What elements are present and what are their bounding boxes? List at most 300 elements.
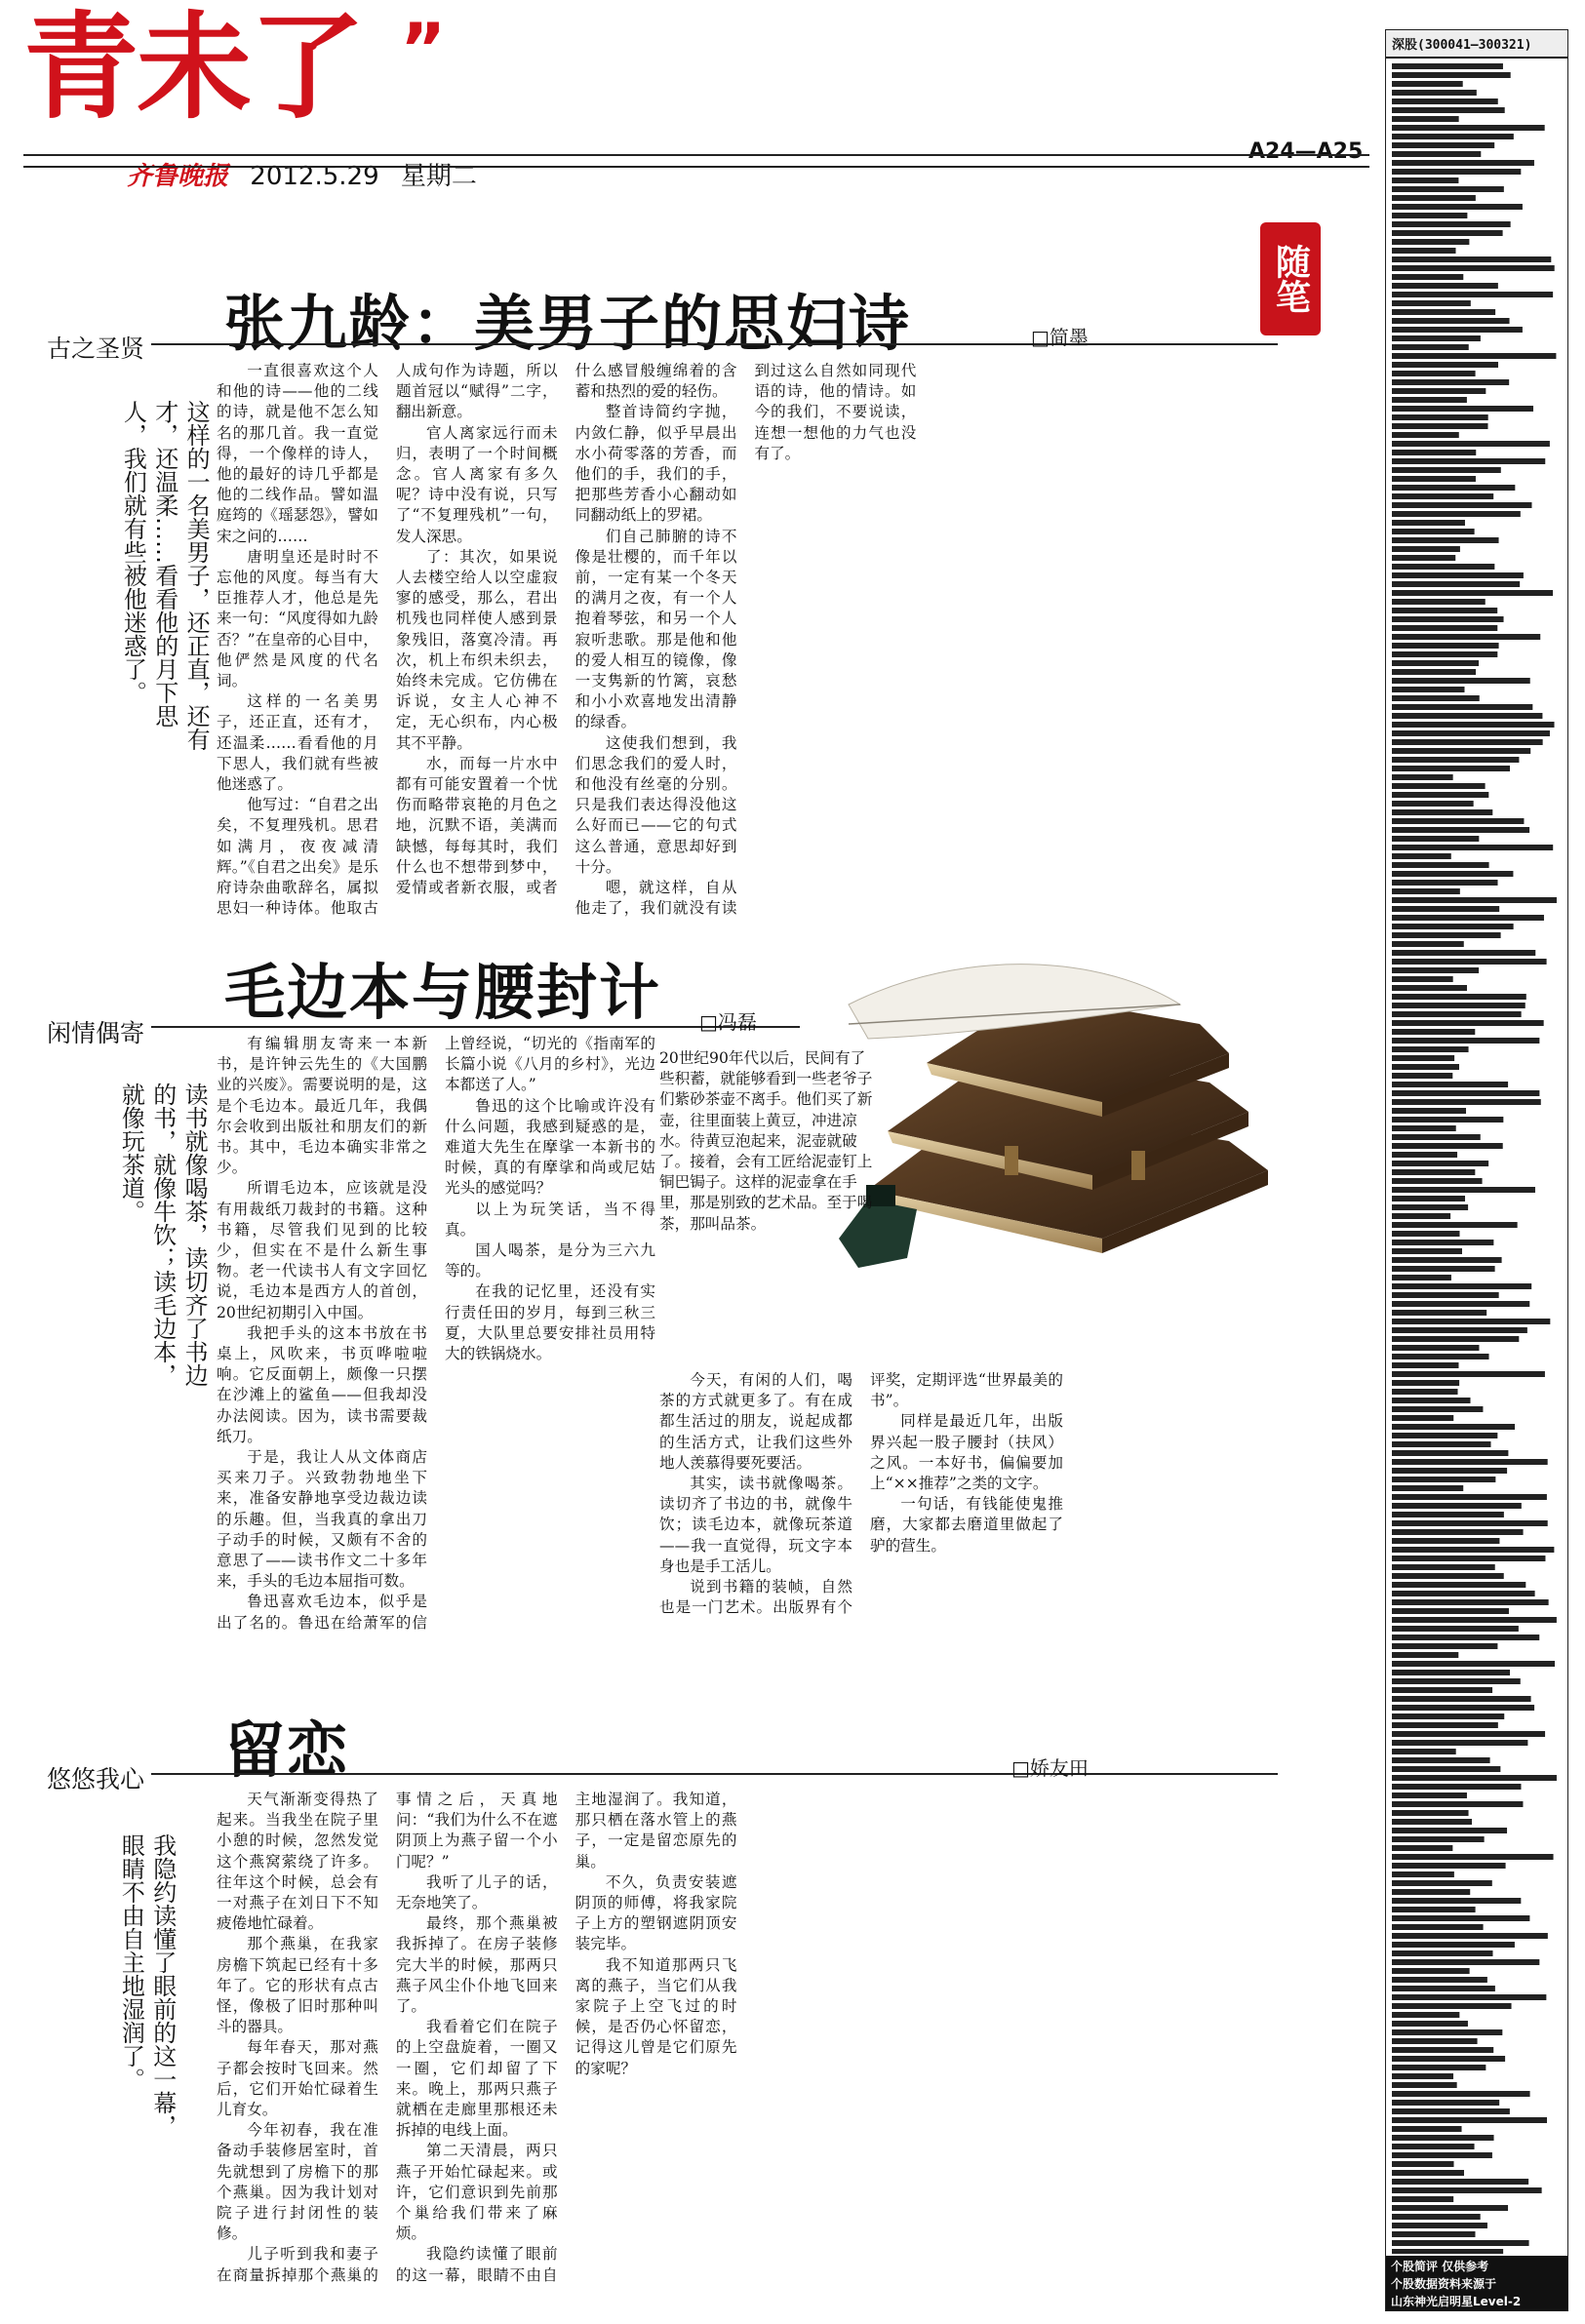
listing-line xyxy=(1392,1678,1521,1684)
listing-line xyxy=(1392,748,1530,754)
listing-line xyxy=(1392,1117,1503,1123)
paragraph: 唐明皇还是时时不忘他的风度。每当有大臣推荐人才，他总是先来一句：“风度得如九龄否？”在皇帝的心目中，他俨然是风度的代名词。 xyxy=(217,547,378,690)
paragraph: 鲁迅的这个比喻或许没有什么问题，我感到疑惑的是，难道大先生在摩挲一本新书的时候，真的有摩挲和尚或尼姑光头的感觉吗？ xyxy=(445,1096,655,1198)
listing-line xyxy=(1392,792,1488,798)
listing-line xyxy=(1392,845,1553,850)
paragraph: 一句话，有钱能使鬼推磨，大家都去磨道里做起了驴的营生。 xyxy=(870,1495,1063,1555)
listing-line xyxy=(1392,300,1471,306)
listing-line xyxy=(1392,1819,1472,1825)
listing-line xyxy=(1392,669,1476,675)
listing-line xyxy=(1392,1757,1490,1763)
listing-line xyxy=(1392,2091,1530,2097)
paragraph: 同样是最近几年，出版界兴起一股子腰封（扶风）之风。一本好书，偏偏要加上“××推荐”之类的文字。 xyxy=(870,1412,1063,1493)
listing-line xyxy=(1392,204,1523,210)
article-3-title: 留恋 xyxy=(224,1714,350,1786)
listing-line xyxy=(1392,169,1521,175)
listing-line xyxy=(1392,1687,1492,1693)
listing-line xyxy=(1392,1398,1470,1403)
paragraph: 整首诗简约字抛，内敛仁静，似乎早晨出水小荷零落的芳香，而他们的手，我们的手，把那些芳香小心翻动如同翻动纸上的罗裙。 xyxy=(575,403,737,525)
article-3-pull-quote: 我隐约读懂了眼前的这一幕，眼睛不由自主地湿润了。 xyxy=(117,1833,177,2138)
article-2-title: 毛边本与腰封计 xyxy=(224,957,662,1028)
listing-line xyxy=(1392,1064,1459,1070)
paragraph: 以上为玩笑话，当不得真。 xyxy=(445,1200,655,1239)
listing-line xyxy=(1392,283,1498,289)
listing-line xyxy=(1392,590,1553,596)
listing-line xyxy=(1392,1994,1546,2000)
listing-line xyxy=(1392,2196,1453,2202)
footer-line: 个股简评 仅供参考 xyxy=(1391,2260,1489,2273)
paragraph: 儿子听到我和妻子在商量拆掉那个燕巢的事情之后，天真地问：“我们为什么不在遮阴顶上为燕子留一个小门呢？” xyxy=(217,1791,558,2284)
listing-line xyxy=(1392,1485,1463,1491)
listing-line xyxy=(1392,1073,1452,1079)
listing-line xyxy=(1392,379,1509,385)
listing-line xyxy=(1392,1977,1487,1983)
listing-line xyxy=(1392,1933,1548,1939)
article-1-rule xyxy=(151,343,1278,345)
listing-line xyxy=(1392,897,1557,903)
listing-line xyxy=(1392,1389,1458,1395)
listing-line xyxy=(1392,1740,1527,1746)
listing-line xyxy=(1392,1362,1458,1368)
listing-line xyxy=(1392,1915,1529,1921)
listing-line xyxy=(1392,90,1477,96)
listing-line xyxy=(1392,1301,1529,1307)
listing-line xyxy=(1392,397,1467,403)
listing-line xyxy=(1392,1380,1459,1386)
listing-line xyxy=(1392,1275,1451,1280)
listing-line xyxy=(1392,783,1486,789)
listing-line xyxy=(1392,537,1499,543)
listing-line xyxy=(1392,1898,1521,1904)
paragraph: 嗯，就这样，自从他走了，我们就没有读到过这么自然如同现代语的诗，他的情诗。如今的我们，不要说读，连想一想他的力气也没有了。 xyxy=(575,362,917,918)
listing-line xyxy=(1392,1591,1535,1596)
listing-line xyxy=(1392,1494,1547,1500)
article-1-column-label: 古之圣贤 xyxy=(47,335,145,363)
listing-line xyxy=(1392,98,1498,104)
listing-line xyxy=(1392,423,1488,429)
listing-line xyxy=(1392,1950,1492,1956)
listing-line xyxy=(1392,335,1481,341)
listing-line xyxy=(1392,432,1459,438)
listing-line xyxy=(1392,1626,1519,1632)
listing-line xyxy=(1392,941,1464,947)
paragraph: 说到书籍的装帧，自然也是一门艺术。出版界有个评奖，定期评选“世界最美的书”。 xyxy=(659,1371,1063,1617)
listing-line xyxy=(1392,818,1524,824)
listing-line xyxy=(1392,1187,1535,1193)
footer-line: 个股数据资料来源于 xyxy=(1391,2277,1497,2291)
listing-line xyxy=(1392,239,1469,245)
listing-line xyxy=(1392,81,1463,87)
listing-line xyxy=(1392,1986,1495,1991)
listing-line xyxy=(1392,1564,1495,1570)
listing-line xyxy=(1392,72,1511,78)
listing-line xyxy=(1392,546,1460,552)
listing-line xyxy=(1392,994,1526,1000)
listing-line xyxy=(1392,2021,1468,2027)
page-number: A24—A25 xyxy=(1248,139,1364,164)
listing-line xyxy=(1392,1003,1526,1008)
listing-line xyxy=(1392,1749,1456,1754)
listing-line xyxy=(1392,1178,1483,1184)
listing-line xyxy=(1392,1152,1457,1158)
listing-line xyxy=(1392,1836,1485,1842)
masthead-quote-mark: ” xyxy=(400,8,447,90)
listing-line xyxy=(1392,827,1529,833)
listing-line xyxy=(1392,1547,1554,1553)
listing-line xyxy=(1392,1441,1490,1447)
listing-line xyxy=(1392,362,1498,368)
listing-line xyxy=(1392,2073,1453,2079)
listing-line xyxy=(1392,1055,1454,1061)
listing-line xyxy=(1392,1810,1469,1816)
listing-line xyxy=(1392,2047,1493,2053)
listing-line xyxy=(1392,1731,1545,1737)
listing-line xyxy=(1392,1696,1531,1702)
listing-line xyxy=(1392,1029,1475,1035)
listing-line xyxy=(1392,1090,1539,1096)
listing-line xyxy=(1392,1573,1504,1579)
listing-line xyxy=(1392,1968,1470,1974)
paragraph: 在我的记忆里，还没有实行责任田的岁月，每到三秋三夏，大队里总要安排社员用特大的铁锅烧水。 xyxy=(445,1282,655,1363)
listing-line xyxy=(1392,1845,1452,1851)
listing-line xyxy=(1392,1310,1486,1316)
listing-line xyxy=(1392,1099,1541,1105)
listing-line xyxy=(1392,1038,1539,1044)
issue-weekday: 星期二 xyxy=(400,162,477,191)
listing-line xyxy=(1392,880,1498,886)
listing-line xyxy=(1392,1643,1497,1649)
listing-line xyxy=(1392,1169,1475,1175)
paragraph: 水，而每一片水中都有可能安置着一个忧伤而略带哀艳的月色之地，沉默不语，美满而缺憾，每每其时，我们什么也不想带到梦中，爱情或者新衣服，或者什么感冒般缠绵着的含蓄和热烈的爱的轻伤。 xyxy=(395,362,737,897)
listing-line xyxy=(1392,1959,1539,1965)
article-1-title: 张九龄：美男子的思妇诗 xyxy=(224,288,912,359)
listing-line xyxy=(1392,564,1494,570)
listing-line xyxy=(1392,318,1510,324)
listing-line xyxy=(1392,581,1520,587)
listing-line xyxy=(1392,142,1494,148)
listing-line xyxy=(1392,2135,1494,2141)
listing-line xyxy=(1392,888,1460,894)
listing-line xyxy=(1392,414,1488,420)
listing-line xyxy=(1392,274,1463,280)
listing-line xyxy=(1392,2056,1505,2062)
listing-line xyxy=(1392,388,1486,394)
article-2-pull-quote: 读书就像喝茶，读切齐了书边的书，就像牛饮；读毛边本，就像玩茶道。 xyxy=(117,1083,209,1387)
listing-line xyxy=(1392,230,1503,236)
listing-line xyxy=(1392,1108,1466,1114)
listing-line xyxy=(1392,2038,1478,2044)
listing-line xyxy=(1392,1871,1454,1877)
paragraph: 我听了儿子的话，无奈地笑了。 xyxy=(395,1872,558,1912)
listing-line xyxy=(1392,985,1467,991)
listing-line xyxy=(1392,309,1495,315)
listing-line xyxy=(1392,1204,1468,1210)
paragraph: 官人离家远行而未归，表明了一个时间概念。官人离家有多久呢？诗中没有说，只写了“不复理残机”一句，发人深思。 xyxy=(395,423,558,545)
paragraph: 天气渐渐变得热了起来。当我坐在院子里小憩的时候，忽然发觉这个燕窝萦绕了许多。往年这个时候，总会有一对燕子在刘日下不知疲倦地忙碌着。 xyxy=(217,1791,378,1933)
listing-line xyxy=(1392,608,1497,613)
listing-line xyxy=(1392,116,1459,122)
stock-index-footer xyxy=(1386,2256,1567,2310)
listing-line xyxy=(1392,871,1513,877)
listing-line xyxy=(1392,1450,1508,1456)
listing-line xyxy=(1392,344,1469,350)
paragraph: 第二天清晨，两只燕子开始忙碌起来。或许，它们意识到先前那个巢给我们带来了麻烦。 xyxy=(395,2142,558,2243)
listing-line xyxy=(1392,2144,1475,2149)
paragraph: 一直很喜欢这个人和他的诗——他的二线的诗，就是他不怎么知名的那几首。我一直觉得，一个像样的诗人，他的最好的诗几乎都是他的二线作品。譬如温庭筠的《瑶瑟怨》，譬如宋之问的…… xyxy=(217,362,378,545)
listing-line xyxy=(1392,1608,1509,1614)
listing-line xyxy=(1392,107,1505,113)
listing-line xyxy=(1392,959,1547,965)
listing-line xyxy=(1392,1415,1453,1421)
listing-line xyxy=(1392,1512,1504,1517)
seal-text: 随笔 xyxy=(1270,244,1312,314)
listing-line xyxy=(1392,836,1479,842)
listing-line xyxy=(1392,1345,1479,1351)
listing-line xyxy=(1392,2108,1510,2114)
listing-line xyxy=(1392,1371,1545,1377)
listing-line xyxy=(1392,2003,1512,2009)
article-1-author: □简墨 xyxy=(1031,326,1089,349)
listing-line xyxy=(1392,1231,1459,1237)
listing-line xyxy=(1392,1283,1531,1289)
listing-line xyxy=(1392,906,1499,912)
listing-line xyxy=(1392,1433,1497,1438)
listing-line xyxy=(1392,730,1550,736)
listing-line xyxy=(1392,2029,1502,2035)
listing-line xyxy=(1392,572,1524,578)
paragraph: 这样的一名美男子，还正直，还有才，还温柔……看看他的月下思人，我们就有些被他迷惑了。 xyxy=(217,692,378,794)
listing-line xyxy=(1392,1143,1503,1149)
listing-line xyxy=(1392,353,1556,359)
listing-line xyxy=(1392,1196,1465,1201)
listing-line xyxy=(1392,2187,1542,2193)
paragraph: 他写过：“自君之出矣，不复理残机。思君如满月，夜夜减清辉。”《自君之出矣》是乐府诗杂曲歌辞名，属拟思妇一种诗体。他取古人成句作为诗题，所以题首冠以“赋得”二字，翻出新意。 xyxy=(217,362,558,918)
listing-line xyxy=(1392,687,1465,692)
listing-line xyxy=(1392,1854,1554,1860)
paragraph: 我看着它们在院子的上空盘旋着，一圈又一圈，它们却留了下来。晚上，那两只燕子就栖在走廊里那根还未拆掉的电线上面。 xyxy=(395,2018,558,2140)
paragraph: 这使我们想到，我们思念我们的爱人时，和他没有丝毫的分别。只是我们表达得没他这么好而已——它的句式这么普通，意思却好到十分。 xyxy=(575,733,737,876)
listing-line xyxy=(1392,1713,1504,1719)
listing-line xyxy=(1392,853,1451,859)
listing-line xyxy=(1392,1907,1476,1912)
listing-line xyxy=(1392,1477,1495,1482)
listing-line xyxy=(1392,1766,1500,1772)
listing-line xyxy=(1392,651,1497,657)
article-2-body-right xyxy=(659,1370,1274,1638)
listing-line xyxy=(1392,520,1465,526)
stock-index-panel xyxy=(1385,29,1568,2311)
article-1-body xyxy=(217,361,1275,926)
listing-line xyxy=(1392,1705,1534,1711)
paragraph: 今年初春，我在准备动手装修居室时，首先就想到了房檐下的那个燕巢。因为我计划对院子进行封闭性的装修。 xyxy=(217,2121,378,2243)
listing-line xyxy=(1392,1652,1458,1658)
paragraph: 我不知道那两只飞离的燕子，当它们从我家院子上空飞过的时候，是否仍心怀留恋，记得这儿曾是它们原先的家呢？ xyxy=(575,1955,737,2077)
article-2-body-left xyxy=(217,1034,655,1638)
listing-line xyxy=(1392,1503,1522,1509)
listing-line xyxy=(1392,1635,1539,1640)
listing-line xyxy=(1392,1582,1526,1588)
old-books-illustration xyxy=(810,946,1273,1287)
paragraph: 那个燕巢，在我家房檐下筑起已经有十多年了。它的形状有点古怪，像极了旧时那种叫斗的器具。 xyxy=(217,1935,378,2036)
listing-line xyxy=(1392,1942,1515,1948)
listing-line xyxy=(1392,1213,1450,1219)
listing-line xyxy=(1392,1599,1549,1605)
article-2-author: □冯磊 xyxy=(699,1010,757,1034)
listing-line xyxy=(1392,125,1545,131)
article-2-column-label: 闲情偶寄 xyxy=(47,1019,145,1047)
paragraph: 国人喝茶，是分为三六九等的。 xyxy=(445,1241,655,1280)
footer-line: 山东神光启明星Level-2 xyxy=(1391,2295,1522,2308)
listing-line xyxy=(1392,2179,1528,2185)
listing-line xyxy=(1392,976,1453,982)
listing-line xyxy=(1392,555,1455,561)
listing-line xyxy=(1392,2117,1547,2123)
listing-line xyxy=(1392,1661,1555,1667)
listing-line xyxy=(1392,1538,1499,1544)
listing-line xyxy=(1392,2152,1492,2158)
listing-line xyxy=(1392,1424,1515,1430)
listing-line xyxy=(1392,1775,1557,1781)
listing-line xyxy=(1392,1248,1462,1254)
listing-line xyxy=(1392,634,1540,640)
paragraph: 我隐约读懂了眼前的这一幕，眼睛不由自主地湿润了。我知道，那只栖在落水管上的燕子，一定是留恋原先的巢。 xyxy=(395,1791,737,2284)
listing-line xyxy=(1392,2065,1486,2070)
listing-line xyxy=(1392,458,1545,464)
listing-line xyxy=(1392,1529,1524,1535)
listing-line xyxy=(1392,450,1476,455)
listing-line xyxy=(1392,932,1501,938)
listing-line xyxy=(1392,151,1481,157)
listing-line xyxy=(1392,1784,1521,1790)
listing-line xyxy=(1392,502,1531,508)
listing-line xyxy=(1392,1406,1483,1412)
listing-line xyxy=(1392,1257,1502,1263)
listing-line xyxy=(1392,1828,1507,1833)
listing-line xyxy=(1392,678,1530,684)
listing-line xyxy=(1392,467,1501,473)
stock-listing-texture xyxy=(1392,59,1562,2254)
listing-line xyxy=(1392,1459,1548,1465)
section-masthead-title: 青未了 xyxy=(23,0,364,135)
listing-line xyxy=(1392,371,1476,376)
listing-line xyxy=(1392,1161,1488,1166)
paragraph: 了：其次，如果说人去楼空给人以空虚寂寥的感受，那么，君出机残也同样使人感到景象残旧，落寞冷清。再次，机上布织未织去，始终未完成。它仿佛在诉说，女主人心神不定，无心织布，内心极其不平静。 xyxy=(395,547,558,752)
listing-line xyxy=(1392,616,1504,622)
listing-line xyxy=(1392,63,1503,69)
article-3-column-label: 悠悠我心 xyxy=(47,1765,145,1793)
listing-line xyxy=(1392,248,1456,254)
listing-line xyxy=(1392,1125,1456,1131)
listing-line xyxy=(1392,1556,1545,1561)
listing-line xyxy=(1392,1327,1527,1333)
listing-line xyxy=(1392,915,1544,921)
listing-line xyxy=(1392,1801,1523,1807)
listing-line xyxy=(1392,292,1553,297)
listing-line xyxy=(1392,801,1474,807)
listing-line xyxy=(1392,134,1514,139)
listing-line xyxy=(1392,1520,1548,1526)
listing-line xyxy=(1392,2231,1475,2237)
newspaper-name: 齐鲁晚报 xyxy=(127,162,229,191)
listing-line xyxy=(1392,2100,1499,2106)
listing-line xyxy=(1392,2249,1503,2254)
listing-line xyxy=(1392,599,1486,605)
listing-line xyxy=(1392,1319,1550,1324)
article-2-float-text: 20世纪90年代以后，民间有了些积蓄，就能够看到一些老爷子们紫砂茶壶不离手。他们买了新壶，往里面装上黄豆，冲进凉水。待黄豆泡起来，泥壶就破了。接着，会有工匠给泥壶钉上铜巴锔子。这样的泥壶拿在手里，那是别致的艺术品。至于喝茶，那叫品茶。 xyxy=(659,1049,873,1233)
listing-line xyxy=(1392,713,1542,719)
listing-line xyxy=(1392,1020,1544,1026)
listing-line xyxy=(1392,950,1535,956)
masthead-divider xyxy=(23,154,1369,168)
listing-line xyxy=(1392,2223,1487,2228)
listing-line xyxy=(1392,529,1475,534)
article-3-author: □娇友田 xyxy=(1011,1756,1089,1780)
listing-line xyxy=(1392,757,1519,763)
listing-line xyxy=(1392,1354,1489,1359)
listing-line xyxy=(1392,1863,1506,1869)
listing-line xyxy=(1392,1222,1518,1228)
listing-line xyxy=(1392,1889,1470,1895)
listing-line xyxy=(1392,1046,1469,1052)
listing-line xyxy=(1392,2214,1481,2220)
listing-line xyxy=(1392,476,1476,482)
listing-line xyxy=(1392,1266,1495,1272)
listing-line xyxy=(1392,660,1479,666)
listing-line xyxy=(1392,1336,1519,1342)
listing-line xyxy=(1392,493,1493,499)
listing-line xyxy=(1392,1792,1467,1798)
listing-line xyxy=(1392,177,1458,183)
listing-line xyxy=(1392,695,1480,701)
listing-line xyxy=(1392,256,1551,262)
listing-line xyxy=(1392,1011,1522,1017)
article-3-rule xyxy=(151,1773,1278,1775)
listing-line xyxy=(1392,186,1504,192)
listing-line xyxy=(1392,774,1453,780)
paragraph: 今天，有闲的人们，喝茶的方式就更多了。有在成都生活过的朋友，说起成都的生活方式，让我们这些外地人羡慕得要死要活。 xyxy=(659,1371,852,1472)
paragraph: 们自己肺腑的诗不像是壮樱的，而千年以前，一定有某一个冬天的满月之夜，有一个人抱着琴弦，和另一个人寂听悲歌。那是他和他的爱人相互的镜像，像一支隽新的竹篱，哀愁和小小欢喜地发出清静的绿香。 xyxy=(575,527,737,731)
paragraph: 有编辑朋友寄来一本新书，是许钟云先生的《大国鹏业的兴废》。需要说明的是，这是个毛边本。最近几年，我偶尔会收到出版社和朋友们的新书。其中，毛边本确实非常之少。 xyxy=(217,1035,427,1177)
listing-line xyxy=(1392,213,1467,218)
listing-line xyxy=(1392,1292,1499,1298)
listing-line xyxy=(1392,265,1555,271)
listing-line xyxy=(1392,625,1497,631)
paragraph: 鲁迅喜欢毛边本，似乎是出了名的。鲁迅在给萧军的信上曾经说，“切光的《指南军的长篇小说《八月的乡村》，光边本都送了人。” xyxy=(217,1035,655,1632)
listing-line xyxy=(1392,1722,1498,1728)
issue-date: 2012.5.29 xyxy=(250,162,379,191)
listing-line xyxy=(1392,221,1511,227)
listing-line xyxy=(1392,2170,1464,2176)
article-3-body xyxy=(217,1790,1275,2306)
paragraph: 所谓毛边本，应该就是没有用裁纸刀裁封的书籍。这种书籍，尽管我们见到的比较少，但实在不是什么新生事物。老一代读书人有文字回忆说，毛边本是西方人的首创，20世纪初期引入中国。 xyxy=(217,1179,427,1321)
listing-line xyxy=(1392,406,1533,412)
listing-line xyxy=(1392,1670,1510,1675)
article-1-pull-quote: 这样的一名美男子，还正直，还有才，还温柔……看看他的月下思人，我们就有些被他迷惑了。 xyxy=(119,400,211,751)
paragraph: 于是，我让人从文体商店买来刀子。兴致勃勃地坐下来，准备安静地享受边裁边读的乐趣。但，当我真的拿出刀子动手的时候，又颇有不舍的意思了——读书作文二十多年来，手头的毛边本屈指可数。 xyxy=(217,1448,427,1591)
paragraph: 其实，读书就像喝茶。读切齐了书边的书，就像牛饮；读毛边本，就像玩茶道——我一直觉得，玩文字本身也是手工活儿。 xyxy=(659,1475,852,1575)
listing-line xyxy=(1392,2082,1457,2088)
listing-line xyxy=(1392,511,1521,517)
listing-line xyxy=(1392,441,1550,447)
listing-line xyxy=(1392,862,1489,868)
listing-line xyxy=(1392,1617,1557,1623)
paragraph: 不久，负责安装遮阴顶的师傅，将我家院子上方的塑钢遮阴顶安装完毕。 xyxy=(575,1872,737,1953)
paragraph: 最终，那个燕巢被我拆掉了。在房子装修完大半的时候，那两只燕子风尘仆仆地飞回来了。 xyxy=(395,1914,558,2016)
listing-line xyxy=(1392,1240,1493,1245)
listing-line xyxy=(1392,739,1543,745)
listing-line xyxy=(1392,1924,1484,1930)
listing-line xyxy=(1392,704,1532,710)
